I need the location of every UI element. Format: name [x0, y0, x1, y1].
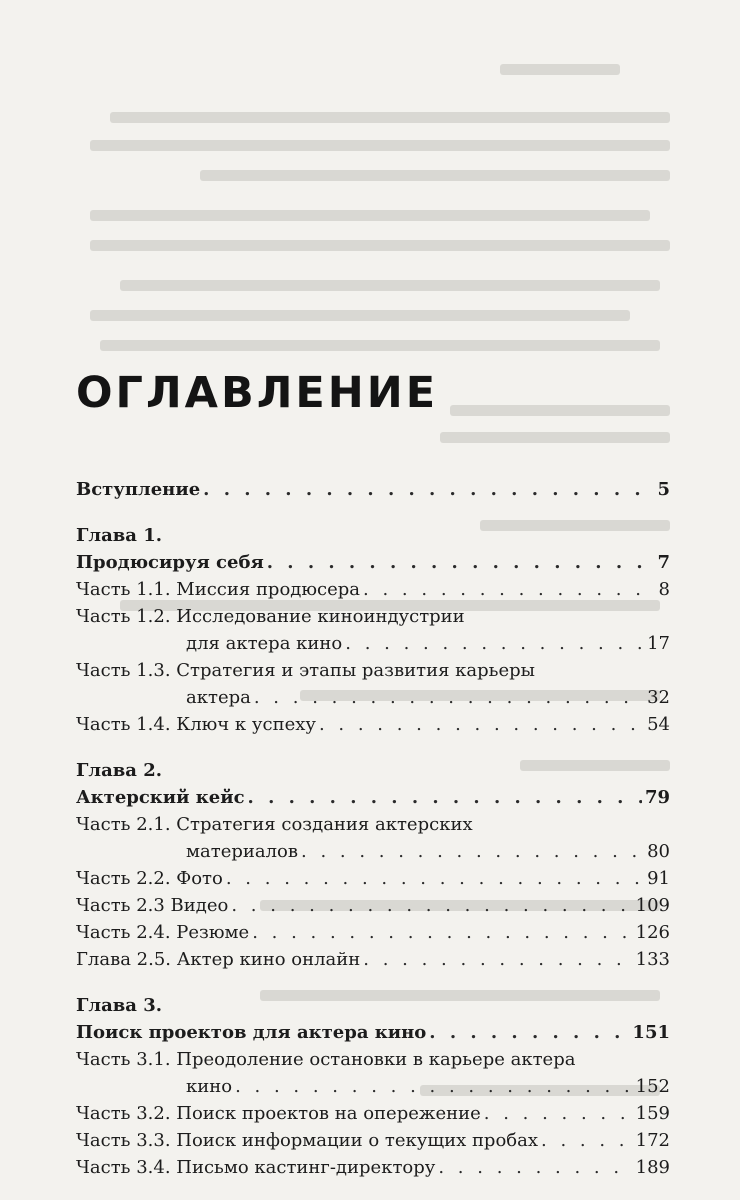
toc-page-number: 91	[647, 868, 670, 889]
toc-entry-part-3-4[interactable]	[76, 1154, 670, 1181]
toc-entry-chapter-3[interactable]	[76, 1019, 670, 1046]
toc-page-number: 5	[657, 479, 670, 500]
toc-page-number: 79	[644, 787, 670, 808]
toc-page-number: 80	[647, 841, 670, 862]
leader-dots	[363, 946, 632, 973]
toc-entry-part-2-2[interactable]	[76, 865, 670, 892]
toc-entry-label: Часть 2.3 Видео	[76, 895, 229, 916]
toc-entry-part-1-2[interactable]	[76, 630, 670, 657]
toc-page-number: 159	[635, 1103, 670, 1124]
toc-entry-label: Вступление	[76, 479, 201, 500]
toc-entry-part-1-4[interactable]	[76, 711, 670, 738]
toc-entry-label: Актерский кейс	[76, 787, 245, 808]
leader-dots	[231, 892, 632, 919]
toc-page-number: 133	[635, 949, 670, 970]
toc-entry-part-2-4[interactable]	[76, 919, 670, 946]
toc-page-number: 32	[647, 687, 670, 708]
toc-entry-intro[interactable]	[76, 476, 670, 503]
chapter-2-label: Глава 2.	[76, 760, 163, 781]
leader-dots	[345, 630, 644, 657]
leader-dots	[203, 476, 654, 503]
toc-entry-part-2-1[interactable]	[76, 838, 670, 865]
chapter-3-label: Глава 3.	[76, 995, 163, 1016]
toc-entry-label: Часть 3.4. Письмо кастинг-директору	[76, 1157, 436, 1178]
toc-page-number: 8	[658, 579, 670, 600]
toc-entry-part-1-3-line1[interactable]: Часть 1.3. Стратегия и этапы развития карьеры	[76, 660, 535, 681]
toc-entry-label: кино	[186, 1076, 233, 1097]
toc-entry-part-2-3[interactable]	[76, 892, 670, 919]
leader-dots	[226, 865, 644, 892]
toc-page-number: 54	[647, 714, 670, 735]
leader-dots	[484, 1100, 633, 1127]
leader-dots	[267, 549, 655, 576]
toc-page-number: 7	[657, 552, 670, 573]
page-title: ОГЛАВЛЕНИЕ	[76, 368, 439, 418]
toc-entry-label: Часть 2.2. Фото	[76, 868, 223, 889]
toc-page-number: 109	[635, 895, 670, 916]
toc-entry-part-2-5[interactable]	[76, 946, 670, 973]
toc-entry-part-1-1[interactable]	[76, 576, 670, 603]
toc-entry-part-3-2[interactable]	[76, 1100, 670, 1127]
toc-entry-label: актера	[186, 687, 251, 708]
toc-page-number: 151	[632, 1022, 670, 1043]
toc-entry-part-3-1-line1[interactable]: Часть 3.1. Преодоление остановки в карьере актера	[76, 1049, 576, 1070]
leader-dots	[248, 784, 642, 811]
toc-page-number: 172	[635, 1130, 670, 1151]
toc-entry-label: Глава 2.5. Актер кино онлайн	[76, 949, 361, 970]
toc-entry-part-2-1-line1[interactable]: Часть 2.1. Стратегия создания актерских	[76, 814, 473, 835]
toc-entry-chapter-1[interactable]	[76, 549, 670, 576]
table-of-contents	[76, 476, 670, 1181]
toc-entry-label: материалов	[186, 841, 298, 862]
leader-dots	[252, 919, 632, 946]
toc-entry-label: Поиск проектов для актера кино	[76, 1022, 427, 1043]
toc-entry-part-3-3[interactable]	[76, 1127, 670, 1154]
toc-page-number: 152	[635, 1076, 670, 1097]
toc-entry-chapter-2[interactable]	[76, 784, 670, 811]
leader-dots	[301, 838, 644, 865]
toc-entry-label: Часть 2.4. Резюме	[76, 922, 250, 943]
toc-entry-label: Часть 1.4. Ключ к успеху	[76, 714, 316, 735]
leader-dots	[254, 684, 644, 711]
chapter-1-label: Глава 1.	[76, 525, 163, 546]
toc-entry-part-3-1[interactable]	[76, 1073, 670, 1100]
toc-entry-label: Часть 3.2. Поиск проектов на опережение	[76, 1103, 481, 1124]
toc-page-number: 17	[647, 633, 670, 654]
toc-entry-label: Часть 3.3. Поиск информации о текущих пробах	[76, 1130, 539, 1151]
leader-dots	[429, 1019, 629, 1046]
leader-dots	[438, 1154, 632, 1181]
leader-dots	[319, 711, 644, 738]
leader-dots	[541, 1127, 633, 1154]
toc-entry-label: Часть 1.1. Миссия продюсера	[76, 579, 361, 600]
toc-entry-part-1-2-line1[interactable]: Часть 1.2. Исследование киноиндустрии	[76, 606, 465, 627]
toc-entry-part-1-3[interactable]	[76, 684, 670, 711]
toc-page-number: 189	[635, 1157, 670, 1178]
leader-dots	[235, 1073, 633, 1100]
toc-entry-label: для актера кино	[186, 633, 343, 654]
toc-entry-label: Продюсируя себя	[76, 552, 264, 573]
toc-page-number: 126	[635, 922, 670, 943]
leader-dots	[363, 576, 656, 603]
